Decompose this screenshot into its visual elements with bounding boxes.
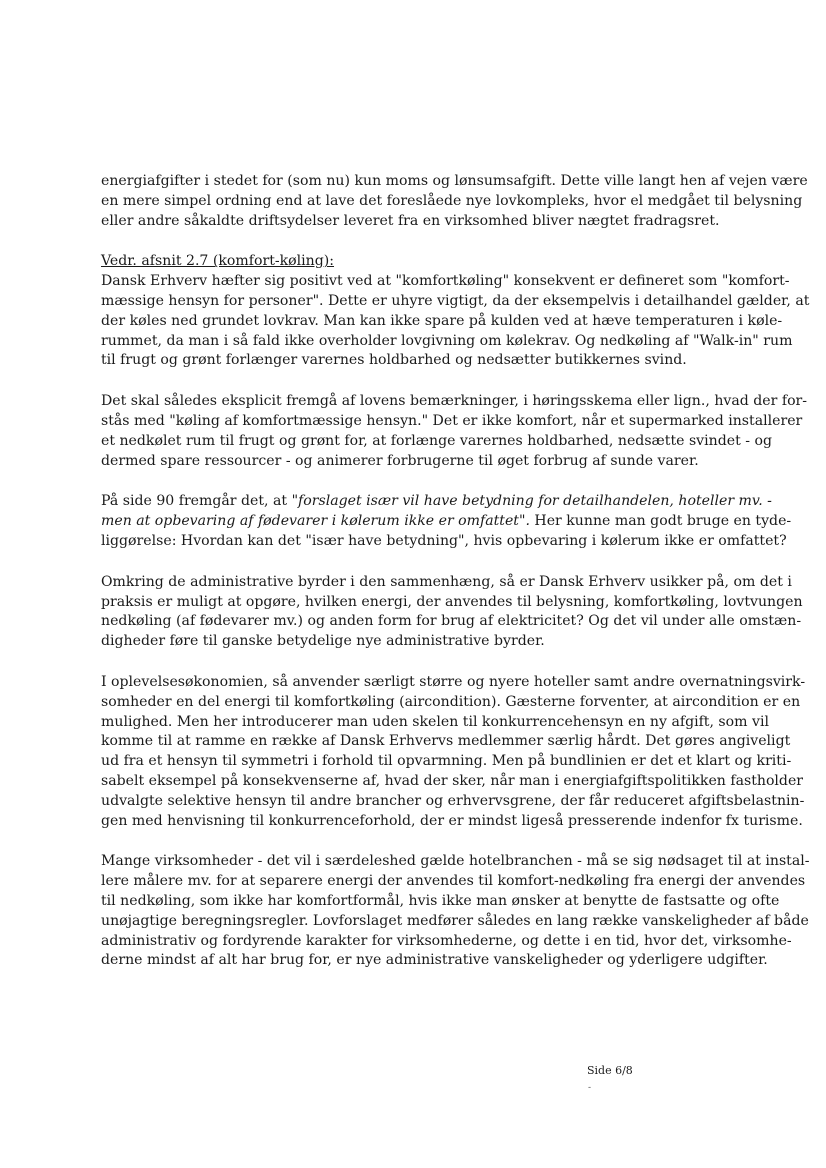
paragraph <box>101 573 803 652</box>
text-line: til frugt og grønt forlænger varernes holdbarhed og nedsætter butikkernes svind. <box>101 352 687 369</box>
text-line: nedkøling (af fødevarer mv.) og anden form for brug af elektricitet? Og det vil under alle omstæn- <box>101 613 802 630</box>
text-line: energiafgifter i stedet for (som nu) kun moms og lønsumsafgift. Dette ville langt hen af vejen være <box>101 173 808 189</box>
text-line: gen med henvisning til konkurrenceforhold, der er mindst ligeså presserende indenfor fx turisme. <box>101 812 803 829</box>
paragraph <box>101 172 808 231</box>
text-line: stås med "køling af komfortmæssige hensyn." Det er ikke komfort, når et supermarked installerer <box>101 412 803 429</box>
text-line: digheder føre til ganske betydelige nye administrative byrder. <box>101 633 545 650</box>
text-line: lere målere mv. for at separere energi der anvendes til komfort-nedkøling fra energi der anvendes <box>101 873 806 890</box>
text-line: dermed spare ressourcer - og animerer forbrugerne til øget forbrug af sunde varer. <box>101 452 699 469</box>
text-line: rummet, da man i så fald ikke overholder lovgivning om kølekrav. Og nedkøling af "Walk-in" rum <box>101 332 793 349</box>
text-line: Det skal således eksplicit fremgå af lovens bemærkninger, i høringsskema eller lign., hvad der for- <box>101 393 808 410</box>
paragraph <box>101 852 810 971</box>
quoted-text: "forslaget især vil have betydning for detailhandelen, hoteller mv. - <box>291 493 772 510</box>
paragraph <box>101 673 806 831</box>
text-line: derne mindst af alt har brug for, er nye administrative vanskeligheder og yderligere udgifter. <box>101 952 768 969</box>
section-heading: Vedr. afsnit 2.7 (komfort-køling): <box>101 253 335 270</box>
text-line: mæssige hensyn for personer". Dette er uhyre vigtigt, da der eksempelvis i detailhandel gælder, at <box>101 292 810 309</box>
text-line: eller andre såkaldte driftsydelser leveret fra en virksomhed bliver nægtet fradragsret. <box>101 212 720 229</box>
text-line <box>101 532 787 552</box>
text-line: der køles ned grundet lovkrav. Man kan ikke spare på kulden ved at hæve temperaturen i køle- <box>101 312 783 329</box>
quoted-text: men at opbevaring af fødevarer i kølerum ikke er omfattet". <box>101 513 530 530</box>
text-line: sabelt eksempel på konsekvenserne af, hvad der sker, når man i energiafgiftspolitikken fastholder <box>101 772 804 789</box>
page-number: Side 6/8 <box>587 1064 633 1077</box>
text-segment: Her kunne man godt bruge en tyde- <box>529 513 792 530</box>
text-line: administrativ og fordyrende karakter for virksomhederne, og dette i en tid, hvor det, virksomhe- <box>101 932 792 949</box>
text-line: Omkring de administrative byrder i den sammenhæng, så er Dansk Erhverv usikker på, om det i <box>101 573 792 590</box>
text-line <box>101 492 772 512</box>
paragraph <box>101 492 792 551</box>
paragraph <box>101 392 808 471</box>
text-line: en mere simpel ordning end at lave det foreslåede nye lovkompleks, hvor el medgået til belysning <box>101 192 803 209</box>
text-line: til nedkøling, som ikke har komfortformål, hvis ikke man ønsker at benytte de fastsatte og ofte <box>101 892 780 909</box>
text-line: udvalgte selektive hensyn til andre brancher og erhvervsgrene, der får reduceret afgiftsbelastnin- <box>101 792 805 809</box>
text-line: komme til at ramme en række af Dansk Erhvervs medlemmer særlig hårdt. Det gøres angiveligt <box>101 733 791 750</box>
text-segment: liggørelse: Hvordan kan det "især have betydning", hvis opbevaring i kølerum ikke er omfattet? <box>101 532 787 549</box>
text-line: somheder en del energi til komfortkøling (aircondition). Gæsterne forventer, at aircondition er en <box>101 693 801 710</box>
text-line: praksis er muligt at opgøre, hvilken energi, der anvendes til belysning, komfortkøling, lovtvungen <box>101 593 803 610</box>
footer-mark: - <box>588 1083 592 1093</box>
text-segment: På side 90 fremgår det, at <box>101 493 292 510</box>
text-line: Mange virksomheder - det vil i særdeleshed gælde hotelbranchen - må se sig nødsaget til at instal- <box>101 853 810 870</box>
text-line: Dansk Erhverv hæfter sig positivt ved at "komfortkøling" konsekvent er defineret som "komfort- <box>101 273 790 290</box>
text-line: ud fra et hensyn til symmetri i forhold til opvarmning. Men på bundlinien er det et klart og kriti- <box>101 753 792 770</box>
paragraph <box>101 252 810 371</box>
document-body <box>101 172 810 992</box>
text-line: I oplevelsesøkonomien, så anvender særligt større og nyere hoteller samt andre overnatningsvirk- <box>101 673 806 690</box>
text-line: mulighed. Men her introducerer man uden skelen til konkurrencehensyn en ny afgift, som vil <box>101 713 769 730</box>
text-line: et nedkølet rum til frugt og grønt for, at forlænge varernes holdbarhed, nedsætte svindet - og <box>101 432 772 449</box>
text-line: unøjagtige beregningsregler. Lovforslaget medfører således en lang række vanskeligheder af både <box>101 912 809 929</box>
text-line <box>101 512 792 532</box>
